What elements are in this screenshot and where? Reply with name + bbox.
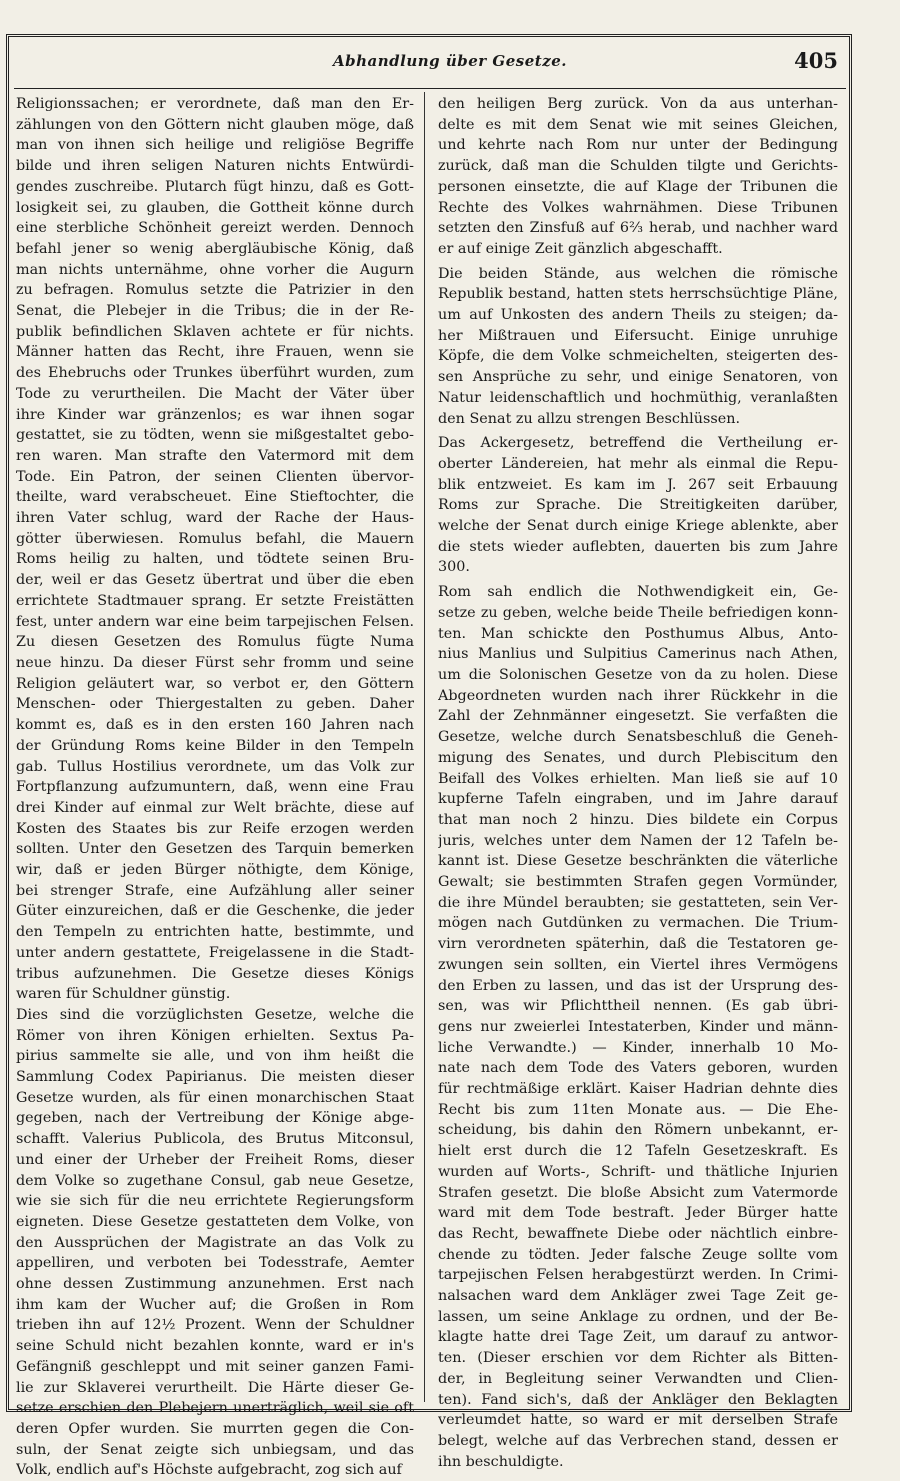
text-line: Senat, die Plebejer in die Tribus; die in der Re- xyxy=(16,303,414,320)
text-line: gens nur zweierlei Intestaterben, Kinder und männ- xyxy=(438,1018,838,1035)
text-line: Das Ackergesetz, betreffend die Vertheilung er- xyxy=(438,435,838,452)
text-line: den Erben zu lassen, und das ist der Ursprung des- xyxy=(438,977,838,994)
text-line: Menschen- oder Thiergestalten zu geben. Daher xyxy=(16,696,414,713)
text-line: gegeben, nach der Vertreibung der Könige abge- xyxy=(16,1110,414,1127)
text-line: trieben ihn auf 12½ Prozent. Wenn der Schuldner xyxy=(16,1317,414,1334)
text-line: losigkeit sei, zu glauben, die Gottheit könne durch xyxy=(16,199,414,216)
text-line: nius Manlius und Sulpitius Camerinus nach Athen, xyxy=(438,646,838,663)
text-line: und einer der Urheber der Freiheit Roms, dieser xyxy=(16,1151,414,1168)
text-line: Gesetze, welche durch Senatsbeschluß die Geneh- xyxy=(438,729,838,746)
text-line: götter überwiesen. Romulus befahl, die Mauern xyxy=(16,530,414,547)
text-line: und kehrte nach Rom nur unter der Bedingung xyxy=(438,137,838,154)
text-line: wurden auf Worts-, Schrift- und thätliche Injurien xyxy=(438,1163,838,1180)
text-line: dem Volke so zugethane Consul, gab neue Gesetze, xyxy=(16,1172,414,1189)
text-line: that man noch 2 hinzu. Dies bildete ein Corpus xyxy=(438,811,838,828)
text-line: virn verordneten späterhin, daß die Testatoren ge- xyxy=(438,936,838,953)
text-line: sen, was wir Pflichttheil nennen. (Es gab übri- xyxy=(438,998,838,1015)
text-line: appelliren, und verboten bei Todesstrafe, Aemter xyxy=(16,1255,414,1272)
text-line: tarpejischen Felsen herabgestürzt werden. In Crimi- xyxy=(438,1267,838,1284)
text-line: das Recht, bewaffnete Diebe oder nächtlich einbre- xyxy=(438,1225,838,1242)
text-line: den Aussprüchen der Magistrate an das Volk zu xyxy=(16,1234,414,1251)
text-line: Gewalt; sie bestimmten Strafen gegen Vormünder, xyxy=(438,874,838,891)
text-line: migung des Senates, und durch Plebiscitum den xyxy=(438,749,838,766)
text-line: Roms heilig zu halten, und tödtete seinen Bru- xyxy=(16,551,414,568)
text-line: den Senat zu allzu strengen Beschlüssen. xyxy=(438,410,741,427)
text-line: die ihre Mündel beraubten; sie gestatteten, sein Ver- xyxy=(438,894,838,911)
text-line: wie sie sich für die neu errichtete Regierungsform xyxy=(16,1193,414,1210)
text-line: Sammlung Codex Papirianus. Die meisten dieser xyxy=(16,1069,414,1086)
text-line: unter andern gestattete, Freigelassene in die Stadt- xyxy=(16,944,414,961)
text-line: ihren Vater schlug, ward der Rache der Haus- xyxy=(16,510,414,527)
text-line: Religion geläutert war, so verbot er, den Göttern xyxy=(16,675,414,692)
text-line: lie zur Sklaverei verurtheilt. Die Härte dieser Ge- xyxy=(16,1379,414,1396)
text-line: sollten. Unter den Gesetzen des Tarquin bemerken xyxy=(16,841,414,858)
text-line: fest, unter andern war eine beim tarpejischen Felsen. xyxy=(16,613,414,630)
text-line: errichtete Stadtmauer sprang. Er setzte Freistätten xyxy=(16,592,414,609)
text-line: Männer hatten das Recht, ihre Frauen, wenn sie xyxy=(16,344,414,361)
text-line: deren Opfer wurden. Sie murrten gegen die Con- xyxy=(16,1421,414,1437)
left-column xyxy=(16,94,414,1481)
text-line: ward mit dem Tode bestraft. Jeder Bürger hatte xyxy=(438,1205,838,1222)
text-line: ten. Man schickte den Posthumus Albus, Anto- xyxy=(438,625,838,642)
text-line: Tode. Ein Patron, der seinen Clienten übervor- xyxy=(16,468,414,485)
text-line: um die Solonischen Gesetze von da zu holen. Diese xyxy=(438,666,838,683)
text-line: ren waren. Man strafte den Vatermord mit dem xyxy=(16,447,414,464)
text-line: Tode zu verurtheilen. Die Macht der Väter über xyxy=(16,385,414,402)
text-line: befahl jener so wenig abergläubische König, daß xyxy=(16,240,414,257)
text-line: 300. xyxy=(438,559,470,576)
text-line: zählungen von den Göttern nicht glauben möge, daß xyxy=(16,116,414,133)
text-line: Dies sind die vorzüglichsten Gesetze, welche die xyxy=(16,1006,414,1023)
running-title: Abhandlung über Gesetze. xyxy=(333,52,567,70)
text-line: Gefängniß geschleppt und mit seiner ganzen Fami- xyxy=(16,1358,414,1375)
text-line: theilte, ward verabscheuet. Eine Stieftochter, die xyxy=(16,489,414,506)
text-line: Güter einzureichen, daß er die Geschenke, die jeder xyxy=(16,903,414,920)
text-line: Römer von ihren Königen erhielten. Sextus Pa- xyxy=(16,1027,414,1044)
text-line: ten). Fand sich's, daß der Ankläger den Beklagten xyxy=(438,1391,838,1408)
text-line: zurück, daß man die Schulden tilgte und Gerichts- xyxy=(438,158,838,175)
text-line: welche der Senat durch einige Kriege ablenkte, aber xyxy=(438,518,838,535)
text-line: der Gründung Roms keine Bilder in den Tempeln xyxy=(16,737,414,754)
text-line: publik befindlichen Sklaven achtete er für nichts. xyxy=(16,323,414,340)
text-line: den Tempeln zu entrichten hatte, bestimmte, und xyxy=(16,924,414,941)
text-line: scheidung, bis dahin den Römern unbekannt, er- xyxy=(438,1122,838,1139)
text-line: Beifall des Volkes erhielten. Man ließ sie auf 10 xyxy=(438,770,838,787)
text-line: ohne dessen Zustimmung anzunehmen. Erst nach xyxy=(16,1276,414,1293)
text-line: den heiligen Berg zurück. Von da aus unterhan- xyxy=(438,96,838,112)
text-line: Köpfe, die dem Volke schmeichelten, steigerten des- xyxy=(438,348,838,365)
column-divider xyxy=(424,92,425,1402)
text-line: belegt, welche auf das Verbrechen stand, dessen er xyxy=(438,1433,838,1449)
header-rule xyxy=(14,88,846,89)
text-line: des Ehebruchs oder Trunkes überführt wurden, zum xyxy=(16,365,414,382)
text-line: der, weil er das Gesetz übertrat und über die eben xyxy=(16,572,414,589)
text-line: Roms zur Sprache. Die Streitigkeiten darüber, xyxy=(438,497,838,514)
text-line: Natur leidenschaftlich und hochmüthig, veranlaßten xyxy=(438,389,838,406)
text-line: delte es mit dem Senat wie mit seines Gleichen, xyxy=(438,116,838,133)
text-line: ihn beschuldigte. xyxy=(438,1453,564,1470)
text-line: schafft. Valerius Publicola, des Brutus Mitconsul, xyxy=(16,1131,414,1148)
text-line: der, in Begleitung seiner Verwandten und Clien- xyxy=(438,1370,838,1387)
text-line: Die beiden Stände, aus welchen die römische xyxy=(438,265,838,282)
text-line: bei strenger Strafe, eine Aufzählung aller seiner xyxy=(16,882,414,899)
page-header xyxy=(0,48,900,82)
text-line: kannt ist. Diese Gesetze beschränkten die väterliche xyxy=(438,853,838,870)
text-line: gab. Tullus Hostilius verordnete, um das Volk zur xyxy=(16,758,414,775)
text-line: mögen nach Gutdünken zu vermachen. Die Trium- xyxy=(438,915,838,932)
text-line: klagte hatte drei Tage Zeit, um darauf zu antwor- xyxy=(438,1329,838,1346)
text-line: Gesetze wurden, als für einen monarchischen Staat xyxy=(16,1089,414,1106)
text-line: personen einsetzte, die auf Klage der Tribunen die xyxy=(438,178,838,195)
text-line: eine sterbliche Schönheit gereizt werden. Dennoch xyxy=(16,220,414,237)
text-line: Religionssachen; er verordnete, daß man den Er- xyxy=(16,96,414,112)
text-line: Abgeordneten wurden nach ihrer Rückkehr in die xyxy=(438,687,838,704)
text-line: setzten den Zinsfuß auf 6⅔ herab, und nachher ward xyxy=(438,220,838,237)
text-line: chende zu tödten. Jeder falsche Zeuge sollte vom xyxy=(438,1246,838,1263)
text-line: gestattet, sie zu tödten, wenn sie mißgestaltet gebo- xyxy=(16,427,414,444)
text-line: verleumdet hatte, so ward er mit derselben Strafe xyxy=(438,1412,838,1429)
page-number: 405 xyxy=(794,48,838,73)
text-line: her Mißtrauen und Eifersucht. Einige unruhige xyxy=(438,327,838,344)
text-line: drei Kinder auf einmal zur Welt brächte, diese auf xyxy=(16,799,414,816)
text-line: ihm kam der Wucher auf; die Großen in Rom xyxy=(16,1296,414,1313)
text-line: für rechtmäßige erklärt. Kaiser Hadrian dehnte dies xyxy=(438,1081,838,1098)
text-line: nalsachen ward dem Ankläger zwei Tage Zeit ge- xyxy=(438,1288,838,1305)
text-line: eigneten. Diese Gesetze gestatteten dem Volke, von xyxy=(16,1213,414,1230)
text-line: pirius sammelte sie alle, und von ihm heißt die xyxy=(16,1048,414,1065)
text-line: zu befragen. Romulus setzte die Patrizier in den xyxy=(16,282,414,299)
text-line: gendes zuschreibe. Plutarch fügt hinzu, daß es Gott- xyxy=(16,178,414,195)
text-line: Rechte des Volkes wahrnähmen. Diese Tribunen xyxy=(438,199,838,216)
text-line: lassen, um seine Anklage zu ordnen, und der Be- xyxy=(438,1308,838,1325)
text-line: hielt erst durch die 12 Tafeln Gesetzeskraft. Es xyxy=(438,1143,838,1160)
right-column xyxy=(438,94,838,1472)
text-line: tribus aufzunehmen. Die Gesetze dieses Königs xyxy=(16,965,414,982)
text-line: Zahl der Zehnmänner eingesetzt. Sie verfaßten die xyxy=(438,708,838,725)
text-line: man nichts unternähme, ohne vorher die Augurn xyxy=(16,261,414,278)
text-line: Recht bis zum 11ten Monate aus. — Die Ehe- xyxy=(438,1101,838,1118)
text-line: bilde und ihren seligen Naturen nichts Entwürdi- xyxy=(16,158,414,175)
text-line: kommt es, daß es in den ersten 160 Jahren nach xyxy=(16,717,414,734)
text-line: wir, daß er jeden Bürger nöthigte, dem Könige, xyxy=(16,862,414,879)
text-line: setze zu geben, welche beide Theile befriedigen konn- xyxy=(438,604,838,621)
text-line: blik entzweiet. Es kam im J. 267 seit Erbauung xyxy=(438,476,838,493)
text-line: suln, der Senat zeigte sich unbiegsam, und das xyxy=(16,1441,414,1458)
text-line: er auf einige Zeit gänzlich abgeschafft. xyxy=(438,240,723,257)
text-line: um auf Unkosten des andern Theils zu steigen; da- xyxy=(438,307,838,324)
text-line: man von ihnen sich heilige und religiöse Begriffe xyxy=(16,137,414,154)
text-line: ihre Kinder war gränzenlos; es war ihnen sogar xyxy=(16,406,414,423)
text-line: Republik bestand, hatten stets herrschsüchtige Pläne, xyxy=(438,286,838,303)
text-line: Zu diesen Gesetzen des Romulus fügte Numa xyxy=(16,634,414,651)
text-line: Strafen gesetzt. Die bloße Absicht zum Vatermorde xyxy=(438,1184,838,1201)
text-line: seine Schuld nicht bezahlen konnte, ward er in's xyxy=(16,1338,414,1355)
text-line: die stets wieder auflebten, dauerten bis zum Jahre xyxy=(438,538,838,555)
text-line: sen Ansprüche zu sehr, und einige Senatoren, von xyxy=(438,369,838,386)
text-line: Volk, endlich auf's Höchste aufgebracht, zog sich auf xyxy=(16,1462,402,1479)
text-line: zwungen sein sollten, ein Viertel ihres Vermögens xyxy=(438,956,838,973)
text-line: Rom sah endlich die Nothwendigkeit ein, Ge- xyxy=(438,584,838,601)
text-line: Fortpflanzung aufzumuntern, daß, wenn eine Frau xyxy=(16,779,414,796)
text-line: ten. (Dieser erschien vor dem Richter als Bitten- xyxy=(438,1350,838,1367)
text-line: neue hinzu. Da dieser Fürst sehr fromm und seine xyxy=(16,654,414,671)
text-line: nate nach dem Tode des Vaters geboren, wurden xyxy=(438,1060,838,1077)
text-line: kupferne Tafeln eingraben, und im Jahre darauf xyxy=(438,791,838,808)
text-line: waren für Schuldner günstig. xyxy=(16,986,231,1003)
text-line: juris, welches unter dem Namen der 12 Tafeln be- xyxy=(438,832,838,849)
text-line: liche Verwandte.) — Kinder, innerhalb 10 Mo- xyxy=(438,1039,838,1056)
text-line: setze erschien den Plebejern unerträglich, weil sie oft xyxy=(16,1400,414,1417)
text-line: oberter Ländereien, hat mehr als einmal die Repu- xyxy=(438,455,838,472)
text-line: Kosten des Staates bis zur Reife erzogen werden xyxy=(16,820,414,837)
